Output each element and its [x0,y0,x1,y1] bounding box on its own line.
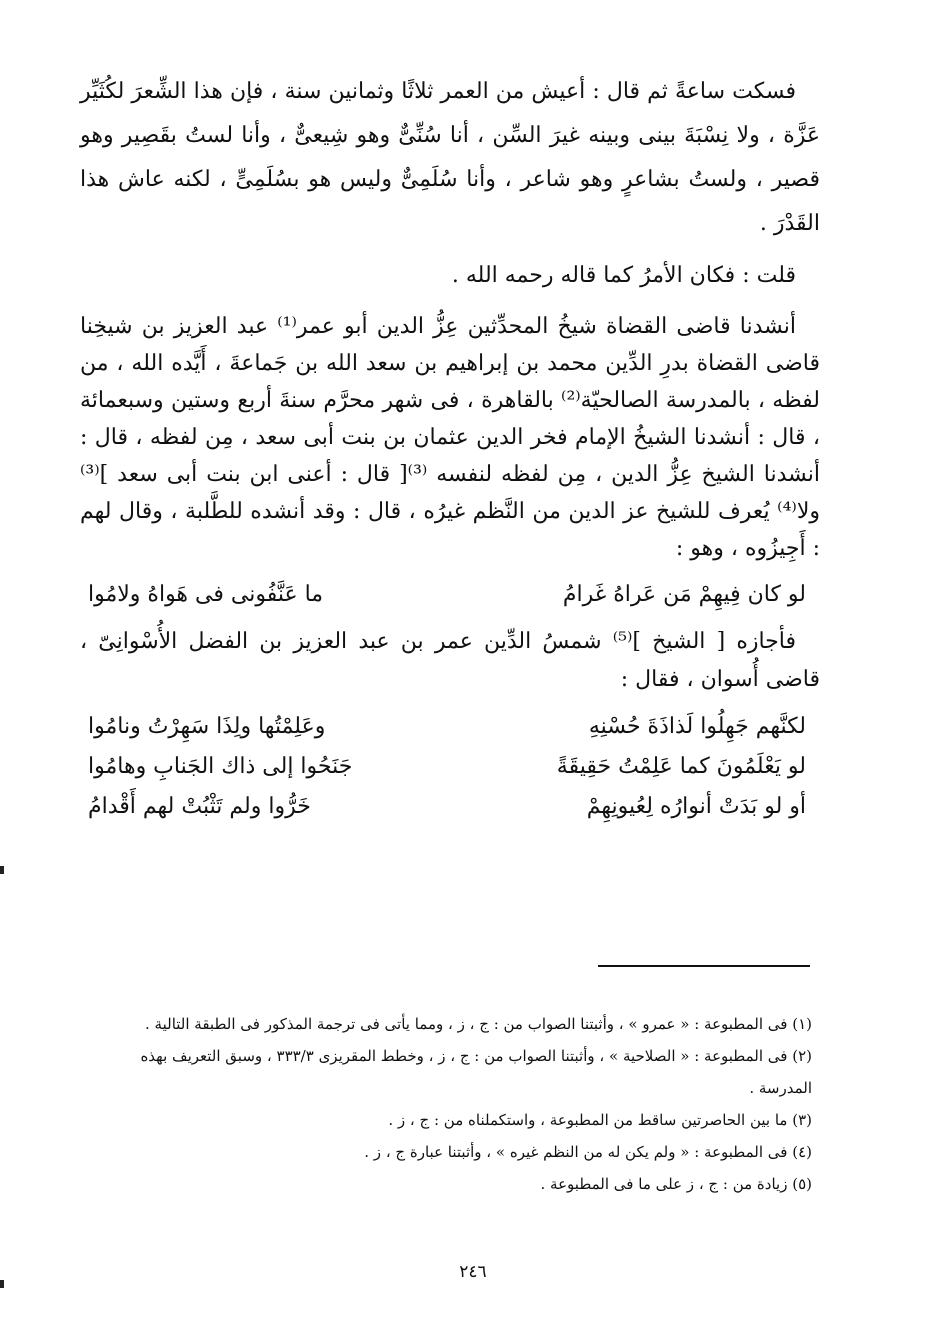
verse-line-2 [80,707,820,747]
footnote-5: (٥) زيادة من : ج ، ز على ما فى المطبوعة . [540,1175,812,1193]
verse-line-4 [80,787,820,827]
verse-4-first-hemistich: أو لو بَدَتْ أنوارُه لِعُيونِهِمْ [586,794,806,819]
verse-2-first-hemistich: لكنَّهم جَهِلُوا لَذاذَةَ حُسْنِهِ [588,714,806,739]
verse-line-1 [80,575,820,615]
verse-3-first-hemistich: لو يَعْلَمُونَ كما عَلِمْتُ حَقِيقَةً [556,754,806,779]
footnotes [90,1008,812,1200]
paragraph-2: قلت : فكان الأمرُ كما قاله رحمه الله . [451,263,796,288]
page-number: ٢٤٦ [459,1262,487,1282]
paragraph-4: فأجازه [ الشيخ ]⁽⁵⁾ شمسُ الدِّين عمر بن عبد العزيز بن الفضل الأُسْوانِىّ ، قاضى أُسوان ، فقال : [80,629,820,692]
verse-3-second-hemistich: جَنَحُوا إلى ذاك الجَنابِ وهامُوا [88,754,353,779]
verse-2-second-hemistich: وعَلِمْتُها ولِذَا سَهِرْتُ ونامُوا [88,714,326,739]
verse-line-3 [80,747,820,787]
scan-edge-mark-left [0,866,4,874]
footnote-2: (٢) فى المطبوعة : « الصلاحية » ، وأثبتنا الصواب من : ج ، ز ، وخطط المقريزى ٣٣٣/٣ ، وسبق التعريف بهذه المدرسة . [140,1047,812,1097]
scan-edge-mark-left-bottom [0,1280,4,1288]
paragraph-3: أنشدنا قاضى القضاة شيخُ المحدِّثين عِزُّ الدين أبو عمر⁽¹⁾ عبد العزيز بن شيخِنا قاضى القضاة بدرِ الدِّين محمد بن إبراهيم بن سعد الله بن جَماعةَ ، أَيَّده الله ، من لفظه ، بالمدرسة الصالحيّة⁽²⁾ بالقاهرة ، فى شهر محرَّم سنةَ أربع وستين وسبعمائة ، قال : أنشدنا الشيخُ الإمام فخر الدين عثمان بن بنت أبى سعد ، مِن لفظه ، قال : أنشدنا الشيخ عِزُّ الدين ، مِن لفظه لنفسه ⁽³⁾[ قال : أعنى ابن بنت أبى سعد ]⁽³⁾ ولا⁽⁴⁾ يُعرف للشيخ عز الدين من النَّظم غيرُه ، قال : وقد أنشده للطَّلبة ، وقال لهم : أَجِيزُوه ، وهو : [80,314,821,561]
footnote-separator [598,965,810,967]
verse-1-first-hemistich: لو كان فِيهِمْ مَن عَراهُ غَرامُ [562,582,806,607]
footnote-1: (١) فى المطبوعة : « عمرو » ، وأثبتنا الصواب من : ج ، ز ، ومما يأتى فى ترجمة المذكور فى الطبقة التالية . [145,1015,812,1033]
main-text [80,70,820,827]
footnote-3: (٣) ما بين الحاصرتين ساقط من المطبوعة ، واستكملناه من : ج ، ز . [388,1111,812,1129]
footnote-4: (٤) فى المطبوعة : « ولم يكن له من النظم غيره » ، وأثبتنا عبارة ج ، ز . [364,1143,812,1161]
verse-4-second-hemistich: خَرُّوا ولم تَثْبُتْ لهم أَقْدامُ [88,794,311,819]
paragraph-1: فسكت ساعةً ثم قال : أعيش من العمر ثلاثًا وثمانين سنة ، فإن هذا الشِّعرَ لكُثَيِّر عَزَّة ، ولا نِسْبَةَ بينى وبينه غيرَ السِّن ، أنا سُنِّىٌّ وهو شِيعىٌّ ، وأنا لستُ بقَصِير وهو قصير ، ولستُ بشاعرٍ وهو شاعر ، وأنا سُلَمِىٌّ وليس هو بسُلَمِىٍّ ، لكنه عاش هذا القَدْرَ . [80,79,820,236]
verse-1-second-hemistich: ما عَنَّفُونى فى هَواهُ ولامُوا [88,582,324,607]
